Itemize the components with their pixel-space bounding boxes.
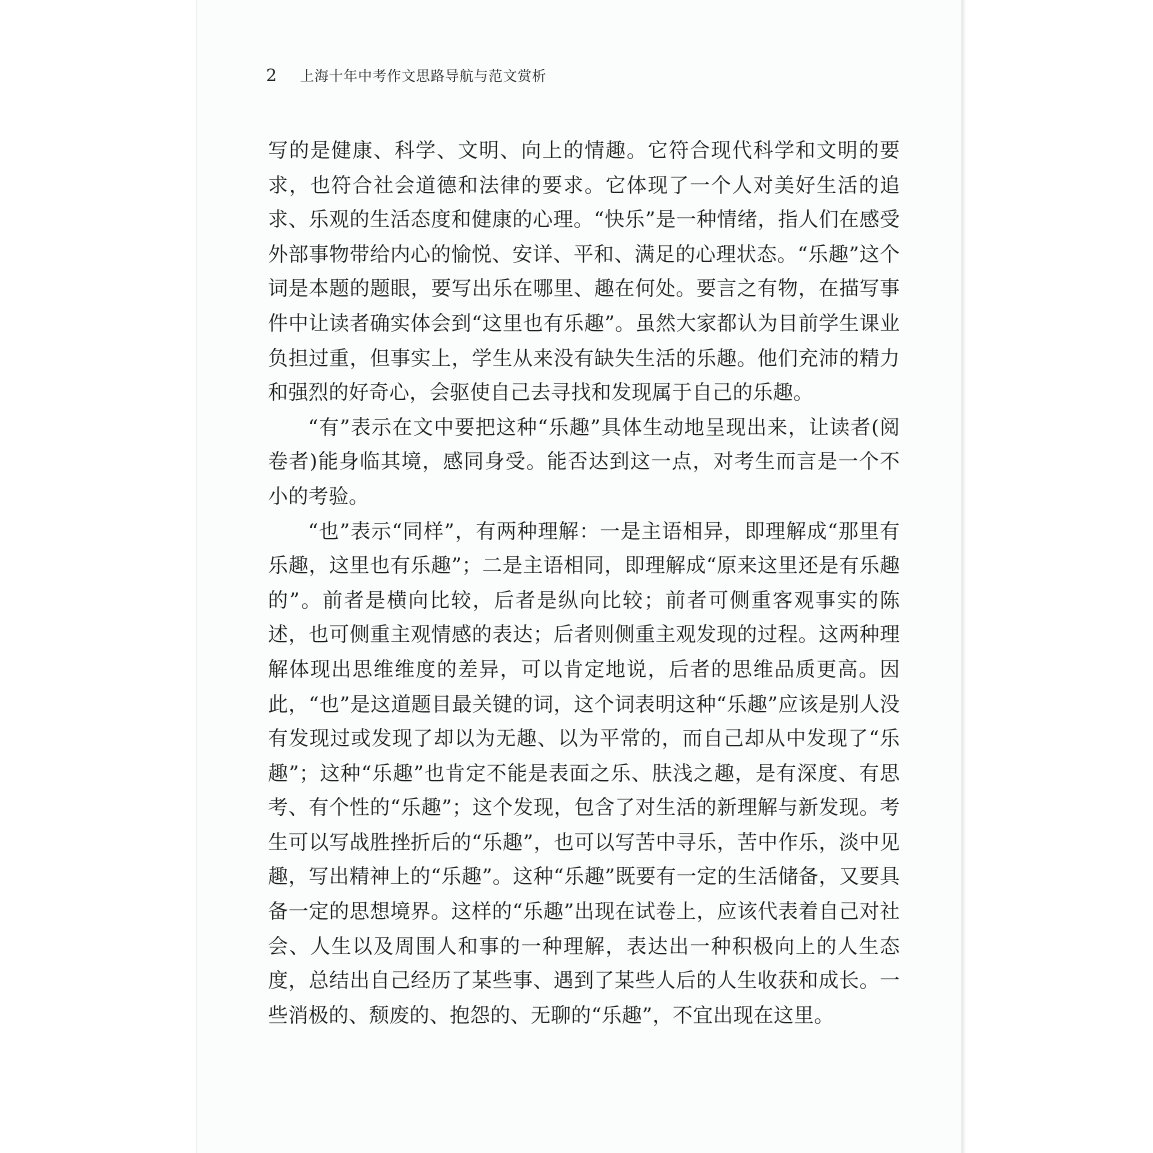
paragraph-you: “有”表示在文中要把这种“乐趣”具体生动地呈现出来，让读者(阅卷者)能身临其境，感同身受。能否达到这一点，对考生而言是一个不小的考验。 — [268, 414, 900, 508]
running-header — [266, 66, 547, 92]
paragraph-continued: 写的是健康、科学、文明、向上的情趣。它符合现代科学和文明的要求，也符合社会道德和法律的要求。它体现了一个人对美好生活的追求、乐观的生活态度和健康的心理。“快乐”是一种情绪，指人们在感受外部事物带给内心的愉悦、安详、平和、满足的心理状态。“乐趣”这个词是本题的题眼，要写出乐在哪里、趣在何处。要言之有物，在描写事件中让读者确实体会到“这里也有乐趣”。虽然大家都认为目前学生课业负担过重，但事实上，学生从来没有缺失生活的乐趣。他们充沛的精力和强烈的好奇心，会驱使自己去寻找和发现属于自己的乐趣。 — [268, 138, 900, 405]
paragraph-ye: “也”表示“同样”，有两种理解：一是主语相异，即理解成“那里有乐趣，这里也有乐趣”；二是主语相同，即理解成“原来这里还是有乐趣的”。前者是横向比较，后者是纵向比较；前者可侧重客观事实的陈述，也可侧重主观情感的表达；后者则侧重主观发现的过程。这两种理解体现出思维维度的差异，可以肯定地说，后者的思维品质更高。因此，“也”是这道题目最关键的词，这个词表明这种“乐趣”应该是别人没有发现过或发现了却以为无趣、以为平常的，而自己却从中发现了“乐趣”；这种“乐趣”也肯定不能是表面之乐、肤浅之趣，是有深度、有思考、有个性的“乐趣”；这个发现，包含了对生活的新理解与新发现。考生可以写战胜挫折后的“乐趣”，也可以写苦中寻乐，苦中作乐，淡中见趣，写出精神上的“乐趣”。这种“乐趣”既要有一定的生活储备，又要具备一定的思想境界。这样的“乐趣”出现在试卷上，应该代表着自己对社会、人生以及周围人和事的一种理解，表达出一种积极向上的人生态度，总结出自己经历了某些事、遇到了某些人后的人生收获和成长。一些消极的、颓废的、抱怨的、无聊的“乐趣”，不宜出现在这里。 — [268, 518, 900, 1027]
page-edge-shadow — [962, 0, 966, 1153]
body-text — [268, 133, 900, 1032]
page-number: 2 — [266, 66, 277, 86]
book-title: 上海十年中考作文思路导航与范文赏析 — [300, 69, 547, 85]
